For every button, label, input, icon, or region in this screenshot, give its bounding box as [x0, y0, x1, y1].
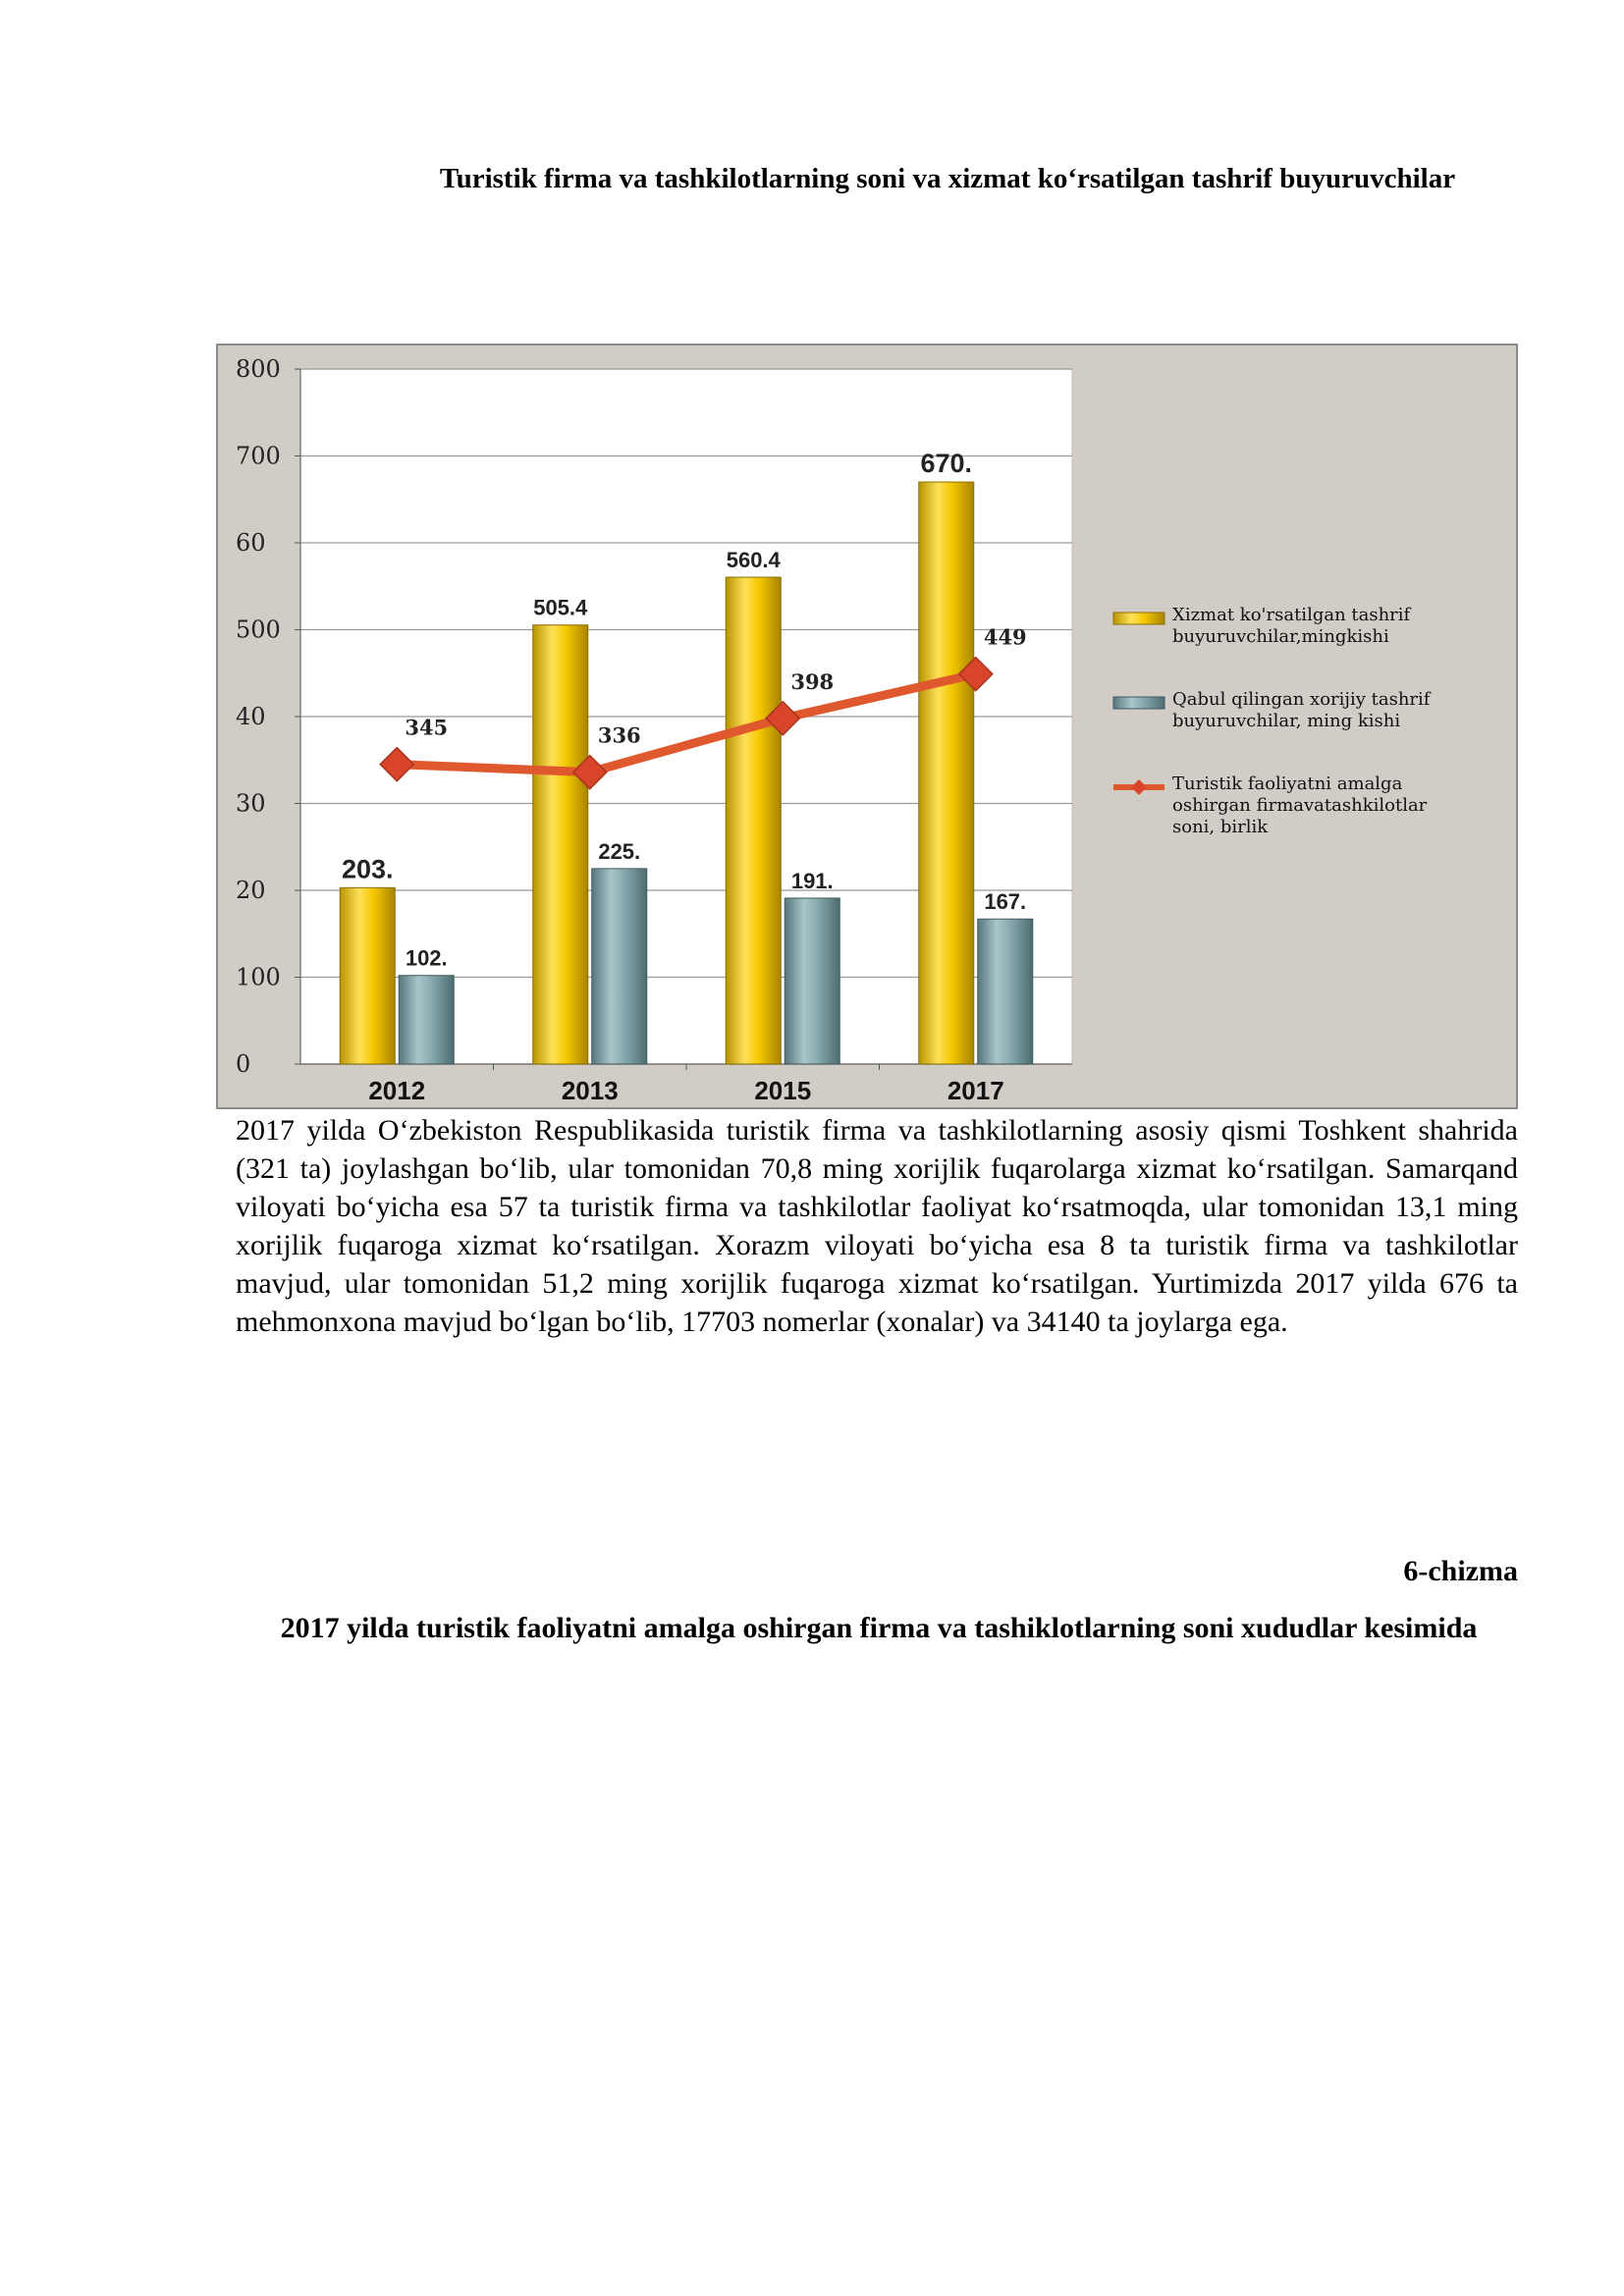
legend-swatch — [1113, 697, 1164, 709]
bar-visitors — [919, 482, 974, 1064]
bar-visitors — [340, 887, 395, 1064]
y-tick-label: 0 — [236, 1050, 251, 1078]
bar-foreign-visitors — [399, 976, 454, 1064]
legend-swatch — [1113, 613, 1164, 624]
legend-label: Turistik faoliyatni amalga — [1172, 774, 1403, 794]
bar-foreign-visitors — [978, 919, 1033, 1064]
line-data-label: 345 — [405, 715, 449, 740]
x-tick-label: 2015 — [754, 1076, 812, 1105]
line-data-label: 398 — [790, 668, 835, 694]
line-data-label: 449 — [983, 624, 1027, 650]
data-label: 560.4 — [726, 548, 781, 573]
body-paragraph — [236, 1111, 1518, 1341]
data-label: 670. — [920, 449, 973, 479]
chart-container — [216, 344, 1518, 1109]
y-tick-label: 100 — [236, 963, 281, 991]
x-tick-label: 2017 — [947, 1076, 1004, 1105]
x-tick-label: 2012 — [368, 1076, 426, 1105]
data-label: 225. — [598, 838, 641, 864]
bar-visitors — [726, 577, 781, 1064]
y-tick-label: 30 — [236, 789, 266, 818]
y-tick-label: 500 — [236, 615, 281, 644]
legend-label: Xizmat ko'rsatilgan tashrif — [1172, 605, 1411, 625]
y-tick-label: 60 — [236, 529, 266, 557]
y-tick-label: 700 — [236, 442, 281, 470]
chart-svg — [218, 346, 1516, 1107]
legend-label: buyuruvchilar, ming kishi — [1172, 711, 1401, 731]
y-tick-label: 20 — [236, 877, 266, 904]
next-figure-title: 2017 yilda turistik faoliyatni amalga oshirgan firma va tashiklotlarning soni xududlar kesimida — [280, 1612, 1478, 1644]
paragraph-text: 2017 yilda O‘zbekiston Respublikasida turistik firma va tashkilotlarning asosiy qismi Toshkent shahrida (321 ta) joylashgan bo‘lib, ular tomonidan 70,8 ming xorijlik fuqarolarga xizmat ko‘rsatilgan. Samarqand viloyati bo‘yicha esa 57 ta turistik firma va tashkilotlar faoliyat ko‘rsatmoqda, ular tomonidan 13,1 ming xorijlik fuqaroga xizmat ko‘rsatilgan. Xorazm viloyati bo‘yicha esa 8 ta turistik firma va tashkilotlar mavjud, ular tomonidan 51,2 ming xorijlik fuqaroga xizmat ko‘rsatilgan. Yurtimizda 2017 yilda 676 ta mehmonxona mavjud bo‘lgan bo‘lib, 17703 nomerlar (xonalar) va 34140 ta joylarga ega. — [236, 1114, 1518, 1338]
legend-label: oshirgan firmavatashkilotlar — [1172, 795, 1428, 816]
data-label: 102. — [405, 945, 448, 971]
legend-label: buyuruvchilar,mingkishi — [1172, 626, 1389, 647]
chart-title: Turistik firma va tashkilotlarning soni va xizmat ko‘rsatilgan tashrif buyuruvchilar — [439, 163, 1456, 194]
bar-visitors — [533, 625, 588, 1064]
x-tick-label: 2013 — [561, 1076, 619, 1105]
data-label: 167. — [984, 889, 1027, 915]
legend-marker — [1131, 779, 1147, 795]
bar-foreign-visitors — [592, 869, 647, 1064]
legend-label: soni, birlik — [1172, 817, 1269, 837]
y-tick-label: 800 — [236, 355, 281, 383]
data-label: 505.4 — [533, 595, 588, 620]
line-data-label: 336 — [597, 722, 641, 748]
y-tick-label: 40 — [236, 703, 266, 730]
bar-foreign-visitors — [785, 898, 839, 1064]
legend-label: Qabul qilingan xorijiy tashrif — [1172, 689, 1431, 710]
figure-number: 6-chizma — [1403, 1555, 1518, 1587]
data-label: 191. — [790, 868, 834, 893]
data-label: 203. — [341, 854, 394, 884]
